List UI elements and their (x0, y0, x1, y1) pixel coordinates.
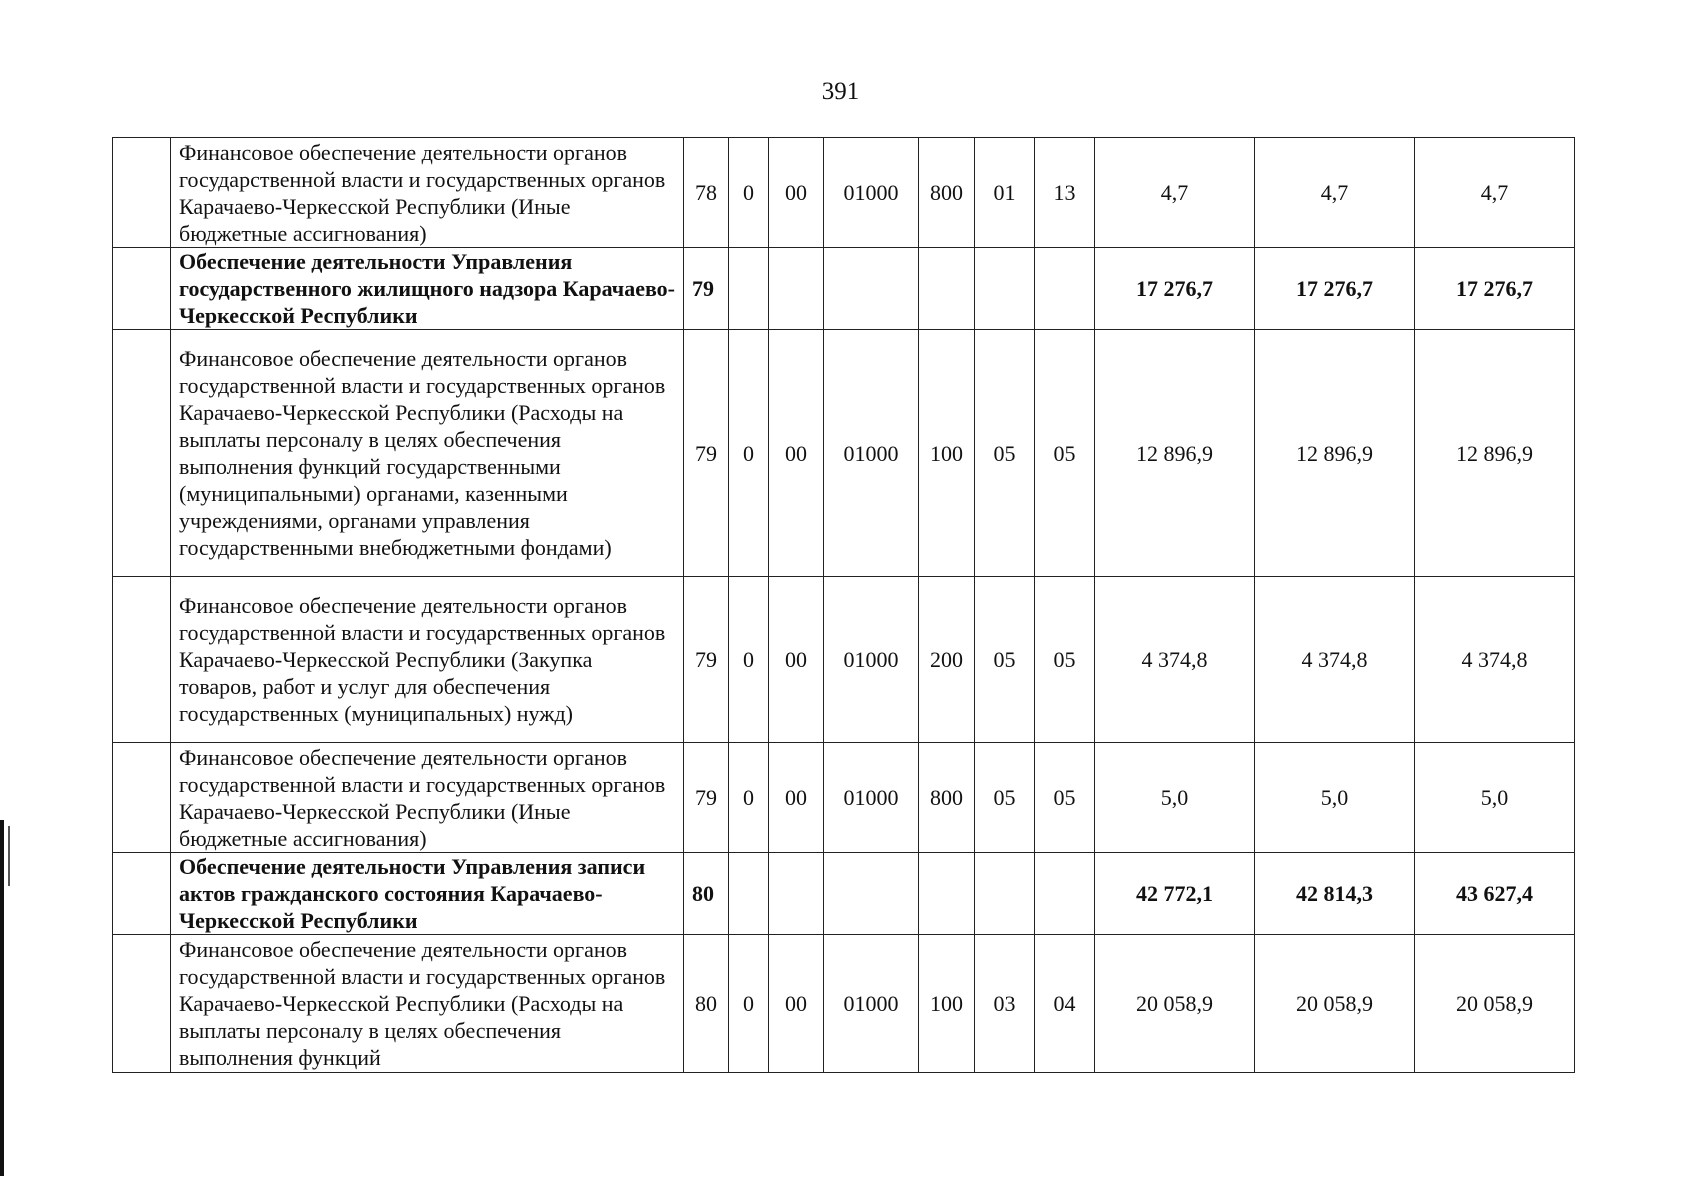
amount-year-3-cell: 17 276,7 (1415, 248, 1575, 330)
section-code-cell: 03 (975, 935, 1035, 1073)
expense-name-cell: Финансовое обеспечение деятельности органов государственной власти и государственных органов Карачаево-Черкесской Республики (Закупка товаров, работ и услуг для обеспечения государственных (муниципальных) нужд) (171, 577, 684, 743)
main-event-code-cell (769, 248, 824, 330)
amount-year-2-cell: 20 058,9 (1255, 935, 1415, 1073)
expense-name-cell: Финансовое обеспечение деятельности органов государственной власти и государственных органов Карачаево-Черкесской Республики (Иные бюджетные ассигнования) (171, 138, 684, 248)
expense-name-cell: Финансовое обеспечение деятельности органов государственной власти и государственных органов Карачаево-Черкесской Республики (Иные бюджетные ассигнования) (171, 743, 684, 853)
amount-year-1-cell: 12 896,9 (1095, 330, 1255, 577)
amount-year-1-cell: 17 276,7 (1095, 248, 1255, 330)
subsection-code-cell: 05 (1035, 330, 1095, 577)
amount-year-2-cell: 5,0 (1255, 743, 1415, 853)
row-number-cell (113, 138, 171, 248)
direction-code-cell: 01000 (824, 577, 919, 743)
amount-year-2-cell: 12 896,9 (1255, 330, 1415, 577)
table-row (113, 935, 1575, 1073)
row-number-cell (113, 248, 171, 330)
program-code-cell: 79 (684, 330, 729, 577)
scan-edge-mark (0, 820, 4, 1176)
subprogram-code-cell: 0 (729, 330, 769, 577)
expense-name-cell: Обеспечение деятельности Управления записи актов гражданского состояния Карачаево-Черкесской Республики (171, 853, 684, 935)
main-event-code-cell: 00 (769, 330, 824, 577)
amount-year-2-cell: 42 814,3 (1255, 853, 1415, 935)
amount-year-3-cell: 4 374,8 (1415, 577, 1575, 743)
subsection-code-cell (1035, 248, 1095, 330)
amount-year-1-cell: 4 374,8 (1095, 577, 1255, 743)
subsection-code-cell: 13 (1035, 138, 1095, 248)
table-row (113, 577, 1575, 743)
direction-code-cell: 01000 (824, 138, 919, 248)
table-row (113, 330, 1575, 577)
subprogram-code-cell: 0 (729, 935, 769, 1073)
main-event-code-cell: 00 (769, 935, 824, 1073)
table-row (113, 138, 1575, 248)
subprogram-code-cell: 0 (729, 743, 769, 853)
amount-year-2-cell: 17 276,7 (1255, 248, 1415, 330)
section-code-cell: 05 (975, 330, 1035, 577)
program-code-cell: 78 (684, 138, 729, 248)
expense-name-cell: Финансовое обеспечение деятельности органов государственной власти и государственных органов Карачаево-Черкесской Республики (Расходы на выплаты персоналу в целях обеспечения выполнения функций государственными (муниципальными) органами, казенными учреждениями, органами управления государственными внебюджетными фондами) (171, 330, 684, 577)
amount-year-3-cell: 43 627,4 (1415, 853, 1575, 935)
main-event-code-cell: 00 (769, 743, 824, 853)
amount-year-3-cell: 5,0 (1415, 743, 1575, 853)
expense-type-code-cell (919, 853, 975, 935)
subsection-code-cell (1035, 853, 1095, 935)
direction-code-cell: 01000 (824, 743, 919, 853)
amount-year-1-cell: 4,7 (1095, 138, 1255, 248)
expense-type-code-cell: 100 (919, 330, 975, 577)
scan-edge-mark-thin (8, 826, 10, 886)
direction-code-cell: 01000 (824, 330, 919, 577)
expense-type-code-cell (919, 248, 975, 330)
row-number-cell (113, 935, 171, 1073)
subsection-code-cell: 05 (1035, 743, 1095, 853)
amount-year-1-cell: 42 772,1 (1095, 853, 1255, 935)
amount-year-1-cell: 5,0 (1095, 743, 1255, 853)
direction-code-cell: 01000 (824, 935, 919, 1073)
main-event-code-cell: 00 (769, 577, 824, 743)
expense-type-code-cell: 800 (919, 138, 975, 248)
amount-year-3-cell: 20 058,9 (1415, 935, 1575, 1073)
row-number-cell (113, 577, 171, 743)
row-number-cell (113, 743, 171, 853)
section-code-cell: 05 (975, 577, 1035, 743)
main-event-code-cell (769, 853, 824, 935)
program-code-cell: 79 (684, 743, 729, 853)
amount-year-2-cell: 4 374,8 (1255, 577, 1415, 743)
row-number-cell (113, 330, 171, 577)
subsection-code-cell: 04 (1035, 935, 1095, 1073)
expense-name-cell: Обеспечение деятельности Управления государственного жилищного надзора Карачаево-Черкесской Республики (171, 248, 684, 330)
subprogram-code-cell (729, 853, 769, 935)
subprogram-code-cell: 0 (729, 138, 769, 248)
subsection-code-cell: 05 (1035, 577, 1095, 743)
expense-type-code-cell: 200 (919, 577, 975, 743)
section-code-cell (975, 248, 1035, 330)
program-code-cell: 80 (684, 935, 729, 1073)
table-row (113, 248, 1575, 330)
direction-code-cell (824, 853, 919, 935)
program-code-cell: 80 (684, 853, 729, 935)
subprogram-code-cell (729, 248, 769, 330)
table-row (113, 743, 1575, 853)
section-code-cell: 01 (975, 138, 1035, 248)
section-code-cell: 05 (975, 743, 1035, 853)
amount-year-3-cell: 4,7 (1415, 138, 1575, 248)
expense-name-cell: Финансовое обеспечение деятельности органов государственной власти и государственных органов Карачаево-Черкесской Республики (Расходы на выплаты персоналу в целях обеспечения выполнения функций (171, 935, 684, 1073)
main-event-code-cell: 00 (769, 138, 824, 248)
amount-year-3-cell: 12 896,9 (1415, 330, 1575, 577)
amount-year-1-cell: 20 058,9 (1095, 935, 1255, 1073)
page-number: 391 (821, 78, 860, 105)
row-number-cell (113, 853, 171, 935)
table-row (113, 853, 1575, 935)
amount-year-2-cell: 4,7 (1255, 138, 1415, 248)
expense-type-code-cell: 100 (919, 935, 975, 1073)
section-code-cell (975, 853, 1035, 935)
expense-type-code-cell: 800 (919, 743, 975, 853)
direction-code-cell (824, 248, 919, 330)
table-body (113, 138, 1575, 1073)
subprogram-code-cell: 0 (729, 577, 769, 743)
program-code-cell: 79 (684, 577, 729, 743)
budget-table (112, 137, 1575, 1073)
program-code-cell: 79 (684, 248, 729, 330)
